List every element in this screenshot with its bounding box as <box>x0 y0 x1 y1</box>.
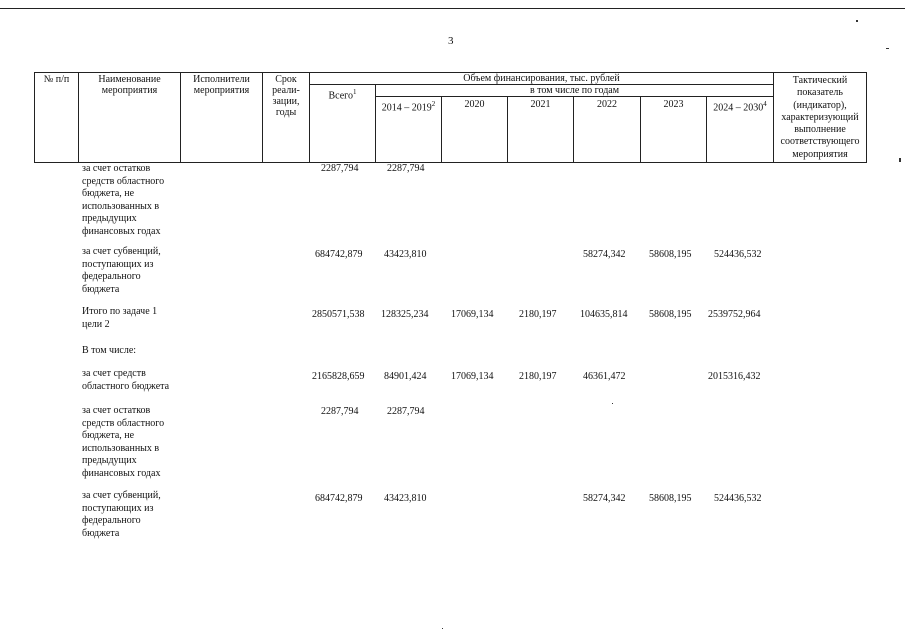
header-year-2024 <box>706 96 774 163</box>
row-2023: 58608,195 <box>649 493 692 504</box>
row-2014: 84901,424 <box>384 371 427 382</box>
row-2022: 58274,342 <box>583 493 626 504</box>
header-year-2014-sup: 2 <box>431 100 436 108</box>
row-label: В том числе: <box>82 345 137 356</box>
row-2023: 58608,195 <box>649 249 692 260</box>
header-year-2023: 2023 <box>640 96 707 163</box>
header-col-by-year: в том числе по годам <box>375 84 774 97</box>
row-2022: 104635,814 <box>580 309 628 320</box>
row-label: за счет остатков средств областного бюджета, не использованных в предыдущих финансовых годах <box>82 405 165 479</box>
row-total: 2287,794 <box>321 406 359 417</box>
row-2014: 43423,810 <box>384 249 427 260</box>
scan-speck <box>856 20 858 22</box>
row-2014: 128325,234 <box>381 309 429 320</box>
header-col-executors: Исполнители мероприятия <box>180 72 263 163</box>
scan-speck <box>612 403 613 404</box>
row-label: за счет средств областного бюджета <box>82 368 170 392</box>
header-year-2014-label: 2014 – 2019 <box>381 102 432 114</box>
row-label: за счет субвенций, поступающих из федерального бюджета <box>82 246 161 295</box>
row-total: 2165828,659 <box>312 371 365 382</box>
header-col-indicator: Тактический показатель (индикатор), характеризующий выполнение соответствующего мероприятия <box>773 72 867 163</box>
row-label: за счет остатков средств областного бюджета, не использованных в предыдущих финансовых годах <box>82 163 165 237</box>
row-2022: 58274,342 <box>583 249 626 260</box>
header-year-2024-sup: 4 <box>763 100 767 108</box>
row-2021: 2180,197 <box>519 371 557 382</box>
row-label: Итого по задаче 1 цели 2 <box>82 306 158 330</box>
header-year-2021: 2021 <box>507 96 574 163</box>
header-col-name: Наименование мероприятия <box>78 72 181 163</box>
row-label: за счет субвенций, поступающих из федерального бюджета <box>82 490 161 539</box>
row-2014: 2287,794 <box>387 406 425 417</box>
row-total: 2850571,538 <box>312 309 365 320</box>
header-col-no: № п/п <box>34 72 79 163</box>
row-2024: 2539752,964 <box>708 309 761 320</box>
header-total-label: Всего <box>328 90 354 102</box>
row-2020: 17069,134 <box>451 309 494 320</box>
row-2024: 524436,532 <box>714 249 762 260</box>
row-2024: 2015316,432 <box>708 371 761 382</box>
row-2023: 58608,195 <box>649 309 692 320</box>
scan-speck <box>442 628 443 629</box>
row-total: 2287,794 <box>321 163 359 174</box>
page-top-border <box>0 8 905 9</box>
header-year-2014 <box>375 96 442 163</box>
scan-speck <box>899 158 901 162</box>
header-year-2024-label: 2024 – 2030 <box>713 102 764 114</box>
row-2024: 524436,532 <box>714 493 762 504</box>
page-number: 3 <box>448 35 454 47</box>
row-2021: 2180,197 <box>519 309 557 320</box>
row-total: 684742,879 <box>315 249 363 260</box>
row-2014: 43423,810 <box>384 493 427 504</box>
header-col-total <box>309 84 376 163</box>
header-col-term: Срок реали- зации, годы <box>262 72 310 163</box>
row-2020: 17069,134 <box>451 371 494 382</box>
header-total-sup: 1 <box>353 88 357 96</box>
header-year-2022: 2022 <box>573 96 641 163</box>
header-col-financing: Объем финансирования, тыс. рублей <box>309 72 774 85</box>
row-2014: 2287,794 <box>387 163 425 174</box>
header-year-2020: 2020 <box>441 96 508 163</box>
scan-speck <box>886 48 889 49</box>
row-2022: 46361,472 <box>583 371 626 382</box>
row-total: 684742,879 <box>315 493 363 504</box>
